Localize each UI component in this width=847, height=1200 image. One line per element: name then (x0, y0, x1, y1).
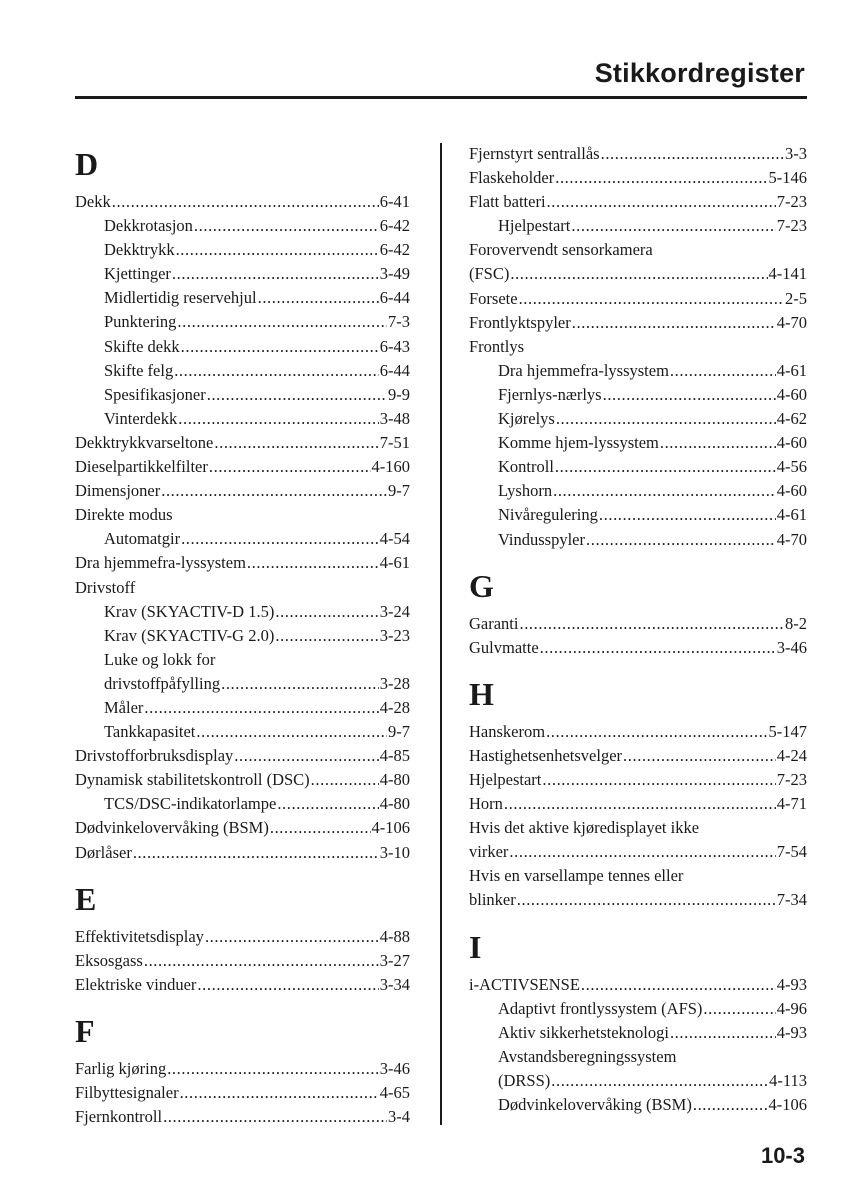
entry-page-ref: 6-41 (379, 192, 410, 211)
entry-page-ref: 4-60 (776, 433, 807, 453)
entry-page-ref: 3-23 (379, 625, 410, 645)
entry-label: Drivstofforbruksdisplay (75, 746, 234, 766)
entry-page-ref: 3-46 (776, 637, 807, 657)
index-subentry (469, 359, 807, 383)
index-entry (469, 190, 807, 214)
index-entry (75, 431, 410, 455)
entry-label: Dekktrykkvarseltone (75, 432, 214, 452)
dot-leader (519, 287, 784, 311)
entry-page-ref: 4-60 (776, 481, 807, 501)
dot-leader (601, 142, 784, 166)
dot-leader (599, 503, 776, 527)
dot-leader (519, 612, 784, 636)
entry-page-ref: 2-5 (785, 288, 807, 308)
entry-label: Effektivitetsdisplay (75, 926, 204, 946)
dot-leader (670, 359, 776, 383)
dot-leader (551, 1069, 768, 1093)
index-entry (469, 612, 807, 636)
section-letter: D (75, 146, 99, 182)
dot-leader (504, 792, 776, 816)
dot-leader (144, 949, 379, 973)
index-subentry (75, 335, 410, 359)
dot-leader (540, 636, 776, 660)
entry-label: Forsete (469, 288, 518, 308)
section-gap (469, 552, 807, 564)
entry-page-ref: 3-28 (379, 673, 410, 693)
dot-leader (178, 407, 379, 431)
entry-label: Punktering (104, 312, 177, 332)
entry-label: Kontroll (498, 457, 554, 477)
entry-page-ref: 4-71 (776, 794, 807, 814)
index-subentry (469, 1093, 807, 1117)
index-subentry (75, 310, 410, 334)
entry-page-ref: 3-3 (785, 144, 807, 163)
dot-leader (311, 768, 379, 792)
index-entry (469, 335, 807, 359)
entry-page-ref: 4-160 (371, 457, 410, 477)
index-entry (75, 1057, 410, 1081)
section-gap (75, 997, 410, 1009)
entry-page-ref: 4-61 (379, 553, 410, 573)
index-subentry (469, 1021, 807, 1045)
entry-page-ref: 4-61 (776, 360, 807, 380)
dot-leader (180, 1081, 379, 1105)
entry-page-ref: 8-2 (785, 613, 807, 633)
entry-page-ref: 4-93 (776, 974, 807, 994)
entry-label: Komme hjem-lyssystem (498, 433, 659, 453)
entry-label: Frontlys (469, 336, 525, 356)
entry-label: Dynamisk stabilitetskontroll (DSC) (75, 770, 310, 790)
entry-page-ref: 9-7 (388, 722, 410, 742)
entry-label: Dekktrykk (104, 240, 175, 260)
index-section (75, 144, 410, 865)
index-subentry (75, 383, 410, 407)
entry-page-ref: 4-60 (776, 384, 807, 404)
index-entry (469, 238, 807, 262)
dot-leader (258, 286, 379, 310)
column-divider (440, 143, 442, 1125)
dot-leader (581, 973, 776, 997)
dot-leader (247, 551, 379, 575)
entry-label: Automatgir (104, 529, 181, 549)
entry-label: Frontlyktspyler (469, 312, 571, 332)
dot-leader (556, 407, 776, 431)
dot-leader (517, 888, 776, 912)
index-subentry (75, 624, 410, 648)
index-subentry (469, 383, 807, 407)
entry-page-ref: 4-62 (776, 409, 807, 429)
entry-label: Krav (SKYACTIV-G 2.0) (104, 625, 275, 645)
index-subentry (75, 214, 410, 238)
dot-leader (586, 528, 776, 552)
page-number: 10-3 (760, 1143, 805, 1168)
entry-label: Kjørelys (498, 409, 555, 429)
entry-page-ref: 7-23 (776, 769, 807, 789)
index-subentry (75, 262, 410, 286)
entry-page-ref: 7-23 (776, 192, 807, 212)
entry-page-ref: 3-46 (379, 1058, 410, 1078)
dot-leader (177, 310, 387, 334)
entry-page-ref: 4-96 (776, 998, 807, 1018)
entry-label: Dødvinkelovervåking (BSM) (498, 1095, 692, 1114)
dot-leader (509, 840, 775, 864)
entry-label: drivstoffpåfylling (104, 673, 221, 693)
index-subentry (469, 503, 807, 527)
entry-label: Eksosgass (75, 950, 143, 970)
entry-label: virker (469, 842, 509, 862)
index-entry (75, 768, 410, 792)
entry-label: Hastighetsenhetsvelger (469, 745, 623, 765)
entry-label: Elektriske vinduer (75, 974, 197, 994)
entry-page-ref: 4-88 (379, 926, 410, 946)
index-subentry (75, 648, 410, 672)
entry-label: Adaptivt frontlyssystem (AFS) (498, 998, 703, 1018)
dot-leader (167, 1057, 379, 1081)
entry-page-ref: 3-10 (379, 842, 410, 862)
index-subentry (75, 792, 410, 816)
dot-leader (174, 359, 379, 383)
entry-page-ref: 4-80 (379, 794, 410, 814)
entry-page-ref: 5-147 (768, 721, 807, 741)
entry-label: Kjettinger (104, 264, 171, 284)
index-column-left (75, 142, 410, 1129)
index-entry (75, 949, 410, 973)
index-section (469, 566, 807, 660)
dot-leader (209, 455, 371, 479)
dot-leader (275, 624, 378, 648)
index-subentry (75, 407, 410, 431)
index-entry (469, 864, 807, 888)
entry-label: Skifte felg (104, 360, 174, 380)
index-entry (75, 925, 410, 949)
entry-page-ref: 7-3 (388, 312, 410, 332)
entry-label: Vindusspyler (498, 529, 586, 549)
entry-page-ref: 6-43 (379, 336, 410, 356)
dot-leader (172, 262, 379, 286)
entry-page-ref: 9-7 (388, 481, 410, 501)
section-letter: E (75, 880, 97, 917)
index-section (75, 1011, 410, 1129)
entry-label: Forovervendt sensorkamera (469, 240, 653, 260)
entry-page-ref: 3-4 (388, 1107, 410, 1127)
dot-leader (553, 479, 776, 503)
entry-label: Flaskeholder (469, 168, 555, 188)
index-subentry (469, 997, 807, 1021)
entry-page-ref: 4-106 (371, 818, 410, 838)
dot-leader (547, 190, 776, 214)
index-entry (75, 190, 410, 214)
index-section (469, 674, 807, 913)
index-entry (75, 973, 410, 997)
dot-leader (277, 792, 378, 816)
dot-leader (176, 238, 379, 262)
entry-label: Garanti (469, 613, 519, 633)
index-entry (469, 311, 807, 335)
dot-leader (270, 816, 371, 840)
entry-label: Direkte modus (75, 505, 173, 525)
index-subentry (75, 696, 410, 720)
index-entry (469, 287, 807, 311)
index-subentry (75, 527, 410, 551)
dot-leader (275, 600, 378, 624)
index-entry (469, 840, 807, 864)
dot-leader (623, 744, 776, 768)
dot-leader (703, 997, 775, 1021)
index-entry (469, 744, 807, 768)
index-entry (469, 636, 807, 660)
index-subentry (469, 431, 807, 455)
entry-label: Fjernlys-nærlys (498, 384, 602, 404)
dot-leader (572, 311, 776, 335)
index-entry (75, 576, 410, 600)
entry-label: i-ACTIVSENSE (469, 974, 580, 994)
dot-leader (693, 1093, 768, 1117)
entry-label: Dødvinkelovervåking (BSM) (75, 818, 269, 838)
entry-label: (DRSS) (498, 1070, 551, 1090)
index-subentry (469, 479, 807, 503)
dot-leader (234, 744, 378, 768)
entry-label: Hanskerom (469, 721, 546, 741)
entry-page-ref: 7-51 (379, 432, 410, 452)
entry-label: Farlig kjøring (75, 1058, 167, 1078)
index-entry (469, 166, 807, 190)
index-section (469, 142, 807, 552)
entry-page-ref: 7-23 (776, 216, 807, 236)
entry-label: Tankkapasitet (104, 722, 196, 742)
entry-page-ref: 4-85 (379, 746, 410, 766)
entry-page-ref: 4-56 (776, 457, 807, 477)
entry-page-ref: 7-54 (776, 842, 807, 862)
dot-leader (144, 696, 378, 720)
entry-page-ref: 6-42 (379, 216, 410, 236)
section-letter: F (75, 1012, 95, 1049)
entry-label: Dekkrotasjon (104, 216, 193, 236)
dot-leader (196, 720, 387, 744)
index-entry (75, 1081, 410, 1105)
entry-label: Fjernkontroll (75, 1107, 163, 1127)
dot-leader (133, 841, 379, 865)
dot-leader (181, 335, 379, 359)
index-entry (469, 792, 807, 816)
entry-page-ref: 4-61 (776, 505, 807, 525)
entry-label: Hjelpestart (498, 216, 571, 236)
dot-leader (546, 720, 767, 744)
entry-page-ref: 7-34 (776, 890, 807, 910)
dot-leader (112, 190, 379, 214)
entry-label: Krav (SKYACTIV-D 1.5) (104, 601, 275, 621)
entry-page-ref: 6-44 (379, 288, 410, 308)
dot-leader (555, 166, 767, 190)
index-subentry (75, 600, 410, 624)
dot-leader (163, 1105, 387, 1129)
entry-label: Skifte dekk (104, 336, 180, 356)
index-entry (469, 720, 807, 744)
dot-leader (214, 431, 378, 455)
index-subentry (75, 359, 410, 383)
index-entry (75, 1105, 410, 1129)
entry-label: Dieselpartikkelfilter (75, 457, 208, 477)
index-subentry (469, 1069, 807, 1093)
entry-page-ref: 6-44 (379, 360, 410, 380)
index-entry (75, 455, 410, 479)
index-subentry (469, 407, 807, 431)
index-entry (469, 768, 807, 792)
index-entry (469, 262, 807, 286)
dot-leader (197, 973, 378, 997)
index-entry (469, 973, 807, 997)
dot-leader (603, 383, 776, 407)
entry-page-ref: 6-42 (379, 240, 410, 260)
page-title: Stikkordregister (594, 58, 805, 88)
entry-label: Hvis det aktive kjøredisplayet ikke (469, 818, 700, 838)
entry-label: Filbyttesignaler (75, 1083, 179, 1102)
index-subentry (469, 455, 807, 479)
index-column-right (469, 142, 807, 1117)
index-subentry (75, 238, 410, 262)
entry-label: (FSC) (469, 264, 510, 284)
entry-page-ref: 4-93 (776, 1022, 807, 1042)
section-letter: I (469, 928, 482, 965)
entry-label: Flatt batteri (469, 192, 546, 212)
entry-page-ref: 4-70 (776, 529, 807, 549)
entry-label: Aktiv sikkerhetsteknologi (498, 1022, 669, 1042)
entry-label: Luke og lokk for (104, 649, 216, 669)
dot-leader (555, 455, 776, 479)
index-entry (469, 888, 807, 912)
index-entry (469, 816, 807, 840)
section-gap (75, 865, 410, 877)
dot-leader (571, 214, 775, 238)
index-entry (75, 816, 410, 840)
entry-page-ref: 4-106 (768, 1095, 807, 1114)
entry-label: Dekk (75, 192, 111, 211)
index-subentry (469, 1045, 807, 1069)
dot-leader (660, 431, 776, 455)
entry-label: Fjernstyrt sentrallås (469, 144, 600, 163)
entry-label: Dra hjemmefra-lyssystem (75, 553, 246, 573)
entry-label: Avstandsberegningssystem (498, 1046, 677, 1066)
entry-label: Hvis en varsellampe tennes eller (469, 866, 684, 886)
entry-page-ref: 4-70 (776, 312, 807, 332)
entry-label: blinker (469, 890, 516, 910)
entry-page-ref: 4-65 (379, 1083, 410, 1102)
dot-leader (670, 1021, 776, 1045)
index-entry (469, 142, 807, 166)
entry-page-ref: 3-34 (379, 974, 410, 994)
entry-page-ref: 3-24 (379, 601, 410, 621)
section-letter: H (469, 675, 494, 712)
entry-label: Vinterdekk (104, 408, 178, 428)
dot-leader (542, 768, 775, 792)
dot-leader (221, 672, 379, 696)
index-section (75, 879, 410, 997)
title-rule (75, 96, 807, 99)
entry-page-ref: 4-80 (379, 770, 410, 790)
entry-label: Horn (469, 794, 503, 814)
entry-page-ref: 3-27 (379, 950, 410, 970)
section-letter: G (469, 567, 494, 604)
entry-page-ref: 4-113 (769, 1070, 807, 1090)
entry-label: Dra hjemmefra-lyssystem (498, 360, 669, 380)
index-subentry (469, 214, 807, 238)
entry-label: Hjelpestart (469, 769, 542, 789)
entry-label: Midlertidig reservehjul (104, 288, 257, 308)
entry-label: Drivstoff (75, 577, 136, 597)
index-entry (75, 479, 410, 503)
dot-leader (207, 383, 387, 407)
entry-page-ref: 4-28 (379, 697, 410, 717)
entry-label: Spesifikasjoner (104, 384, 206, 404)
entry-page-ref: 4-141 (768, 264, 807, 284)
dot-leader (181, 527, 379, 551)
entry-label: Dørlåser (75, 842, 132, 862)
section-gap (469, 660, 807, 672)
index-subentry (75, 672, 410, 696)
dot-leader (510, 262, 767, 286)
index-entry (75, 841, 410, 865)
index-section (469, 927, 807, 1118)
entry-label: TCS/DSC-indikatorlampe (104, 794, 277, 814)
index-entry (75, 551, 410, 575)
dot-leader (161, 479, 387, 503)
entry-page-ref: 9-9 (388, 384, 410, 404)
index-entry (75, 503, 410, 527)
entry-label: Måler (104, 697, 144, 717)
index-entry (75, 744, 410, 768)
index-subentry (469, 528, 807, 552)
entry-page-ref: 4-24 (776, 745, 807, 765)
entry-label: Nivåregulering (498, 505, 598, 525)
entry-label: Gulvmatte (469, 637, 539, 657)
index-subentry (75, 720, 410, 744)
section-gap (469, 913, 807, 925)
entry-page-ref: 3-48 (379, 408, 410, 428)
entry-page-ref: 3-49 (379, 264, 410, 284)
index-subentry (75, 286, 410, 310)
entry-page-ref: 4-54 (379, 529, 410, 549)
entry-label: Dimensjoner (75, 481, 161, 501)
entry-label: Lyshorn (498, 481, 553, 501)
dot-leader (194, 214, 379, 238)
dot-leader (205, 925, 379, 949)
entry-page-ref: 5-146 (768, 168, 807, 188)
